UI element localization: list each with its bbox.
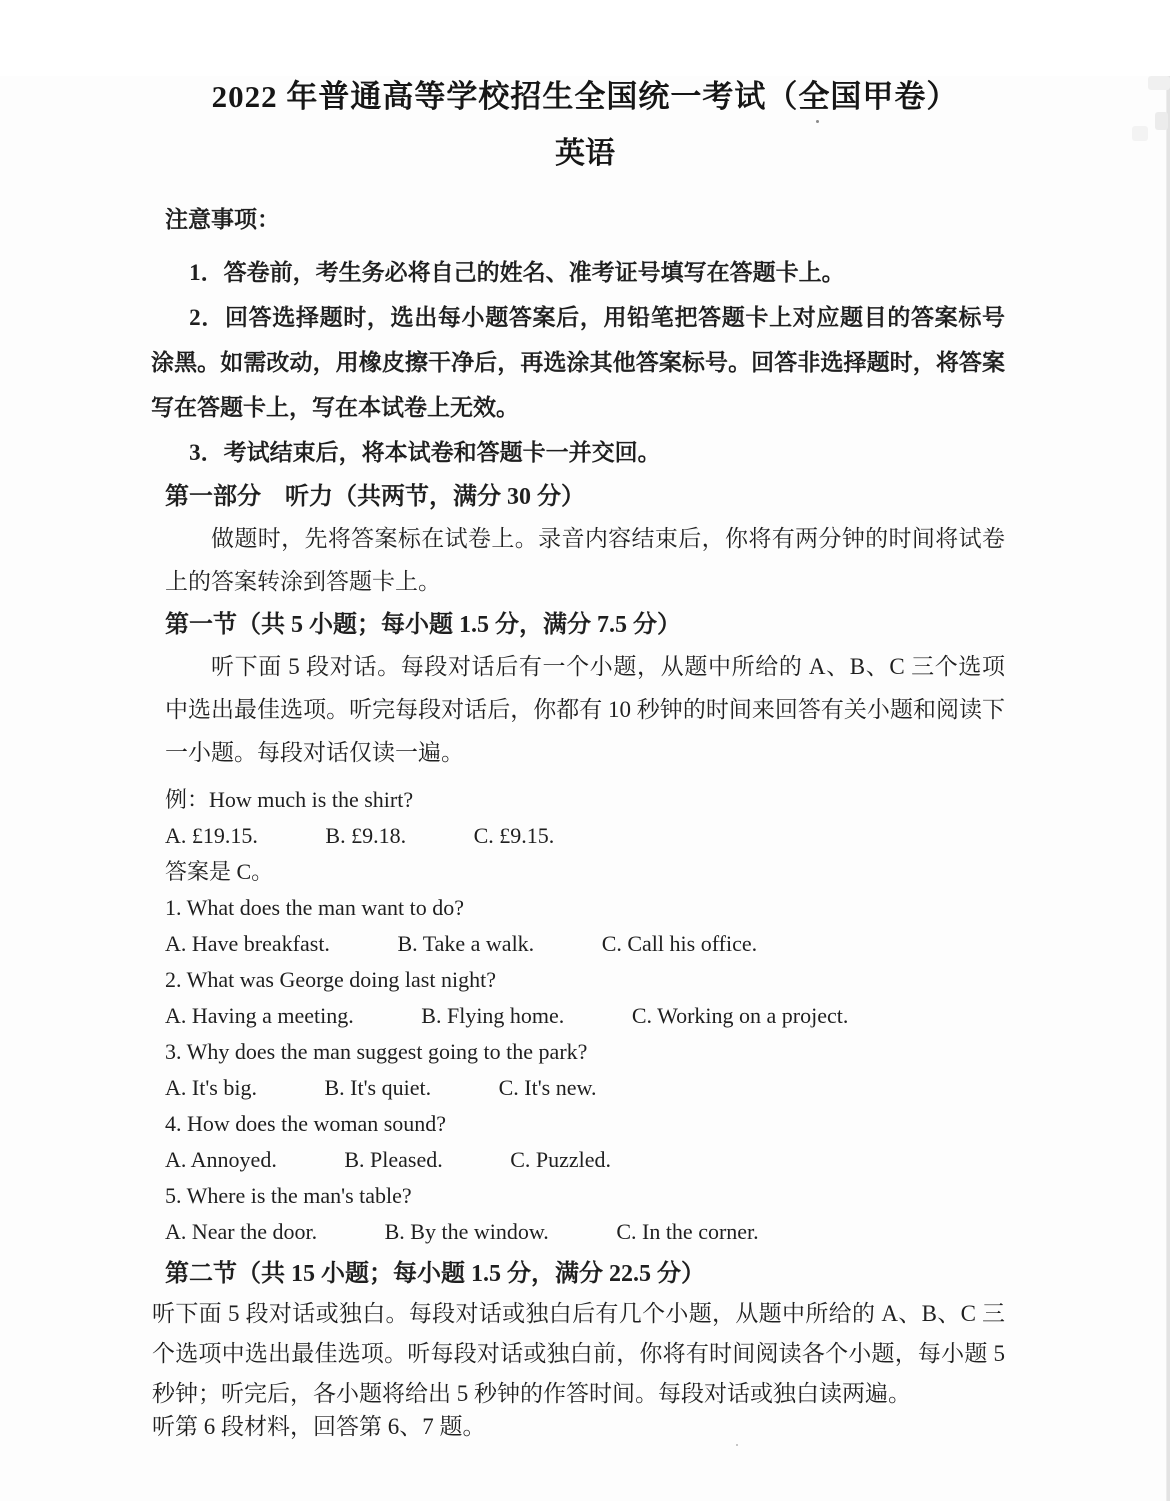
example-option-c: C. £9.15. [473, 823, 555, 848]
question-3-option-b: B. It's quiet. [324, 1075, 432, 1100]
question-1-option-a: A. Have breakfast. [165, 931, 330, 956]
section2-material-note: 听第 6 段材料，回答第 6、7 题。 [152, 1414, 486, 1439]
question-4-options [165, 1142, 1005, 1178]
question-3-prompt: 3. Why does the man suggest going to the park? [165, 1039, 588, 1064]
scan-speck [736, 1444, 738, 1446]
question-2-option-b: B. Flying home. [421, 1003, 565, 1028]
example-option-b: B. £9.18. [325, 823, 407, 848]
exam-subject-title: 英语 [555, 137, 615, 170]
part1-intro: 做题时，先将答案标在试卷上。录音内容结束后，你将有两分钟的时间将试卷上的答案转涂到答题卡上。 [165, 526, 1005, 594]
page-edge-shadow [1166, 76, 1170, 1501]
exam-title: 2022 年普通高等学校招生全国统一考试（全国甲卷） [211, 79, 959, 114]
example-options [165, 818, 1005, 854]
question-1-prompt: 1. What does the man want to do? [165, 895, 464, 920]
part1-heading: 第一部分 听力（共两节，满分 30 分） [165, 484, 585, 510]
example-option-a: A. £19.15. [165, 823, 258, 848]
question-1-options [165, 926, 1005, 962]
question-2-option-c: C. Working on a project. [631, 1003, 849, 1028]
notice-item-3: 3．考试结束后，将本试卷和答题卡一并交回。 [189, 440, 661, 465]
question-4-option-b: B. Pleased. [344, 1147, 443, 1172]
question-2-prompt: 2. What was George doing last night? [165, 967, 496, 992]
question-5-option-a: A. Near the door. [165, 1219, 318, 1244]
question-4-prompt: 4. How does the woman sound? [165, 1111, 447, 1136]
question-3-option-c: C. It's new. [498, 1075, 597, 1100]
question-2-options [165, 998, 1005, 1034]
example-prompt: 例：How much is the shirt? [165, 787, 414, 812]
question-3-options [165, 1070, 1005, 1106]
question-2-option-a: A. Having a meeting. [165, 1003, 354, 1028]
section2-intro: 听下面 5 段对话或独白。每段对话或独白后有几个小题，从题中所给的 A、B、C 三个选项中选出最佳选项。听每段对话或独白前，你将有时间阅读各个小题，每小题 5 秒钟；听完后，各小题将给出 5 秒钟的作答时间。每段对话或独白读两遍。 [152, 1301, 1005, 1406]
notice-item-1: 1．答卷前，考生务必将自己的姓名、准考证号填写在答题卡上。 [189, 260, 845, 285]
section2 [152, 1254, 1005, 1439]
question-5-option-c: C. In the corner. [616, 1219, 759, 1244]
section1-heading: 第一节（共 5 小题；每小题 1.5 分，满分 7.5 分） [165, 612, 681, 638]
scan-smudge [1148, 76, 1170, 90]
notice-heading: 注意事项： [165, 207, 280, 232]
question-4-option-a: A. Annoyed. [165, 1147, 277, 1172]
section1-intro: 听下面 5 段对话。每段对话后有一个小题，从题中所给的 A、B、C 三个选项中选出最佳选项。听完每段对话后，你都有 10 秒钟的时间来回答有关小题和阅读下一小题。每段对话仅读一遍。 [165, 654, 1005, 765]
section2-body [152, 1294, 1005, 1439]
scan-smudge [1155, 112, 1168, 130]
question-3-option-a: A. It's big. [165, 1075, 257, 1100]
question-1-option-c: C. Call his office. [601, 931, 758, 956]
question-5-option-b: B. By the window. [384, 1219, 549, 1244]
question-4-option-c: C. Puzzled. [510, 1147, 612, 1172]
question-5-prompt: 5. Where is the man's table? [165, 1183, 412, 1208]
notice-item-2: 2．回答选择题时，选出每小题答案后，用铅笔把答题卡上对应题目的答案标号涂黑。如需改动，用橡皮擦干净后，再选涂其他答案标号。回答非选择题时，将答案写在答题卡上，写在本试卷上无效。 [151, 305, 1005, 420]
document-content [151, 76, 1005, 1439]
scan-smudge [1132, 126, 1148, 141]
question-5-options [165, 1214, 1005, 1250]
scan-speck [816, 120, 819, 123]
question-1-option-b: B. Take a walk. [397, 931, 535, 956]
section2-heading: 第二节（共 15 小题；每小题 1.5 分，满分 22.5 分） [165, 1261, 705, 1287]
example-answer-note: 答案是 C。 [165, 859, 274, 884]
exam-paper-page [0, 76, 1170, 1501]
